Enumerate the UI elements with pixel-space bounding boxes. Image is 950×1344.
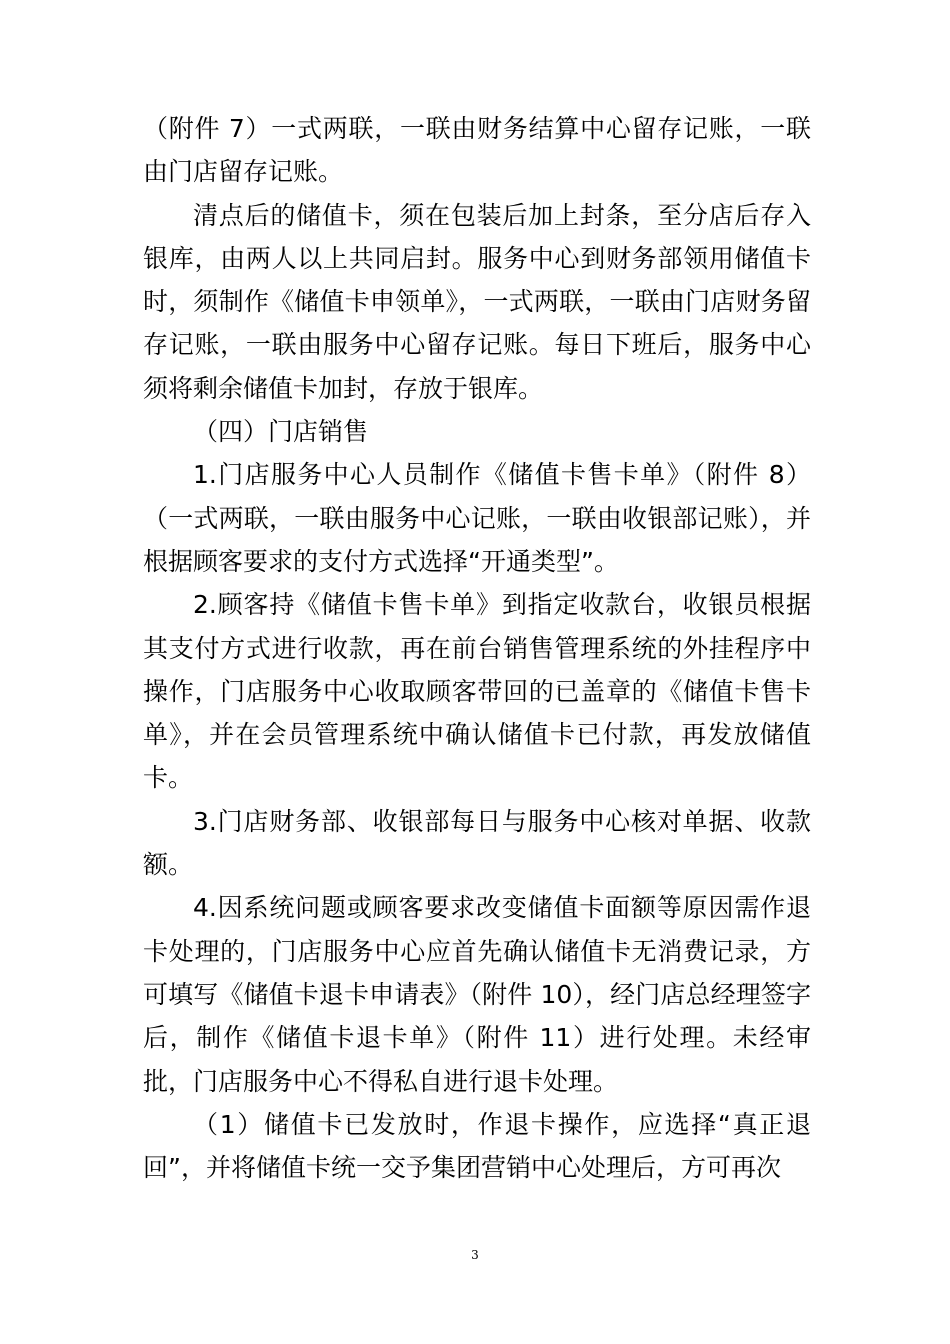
page-number: 3: [471, 1248, 479, 1262]
paragraph: （附件 7）一式两联，一联由财务结算中心留存记账，一联由门店留存记账。: [143, 114, 811, 187]
section-heading: （四）门店销售: [193, 417, 369, 447]
paragraph: 1.门店服务中心人员制作《储值卡售卡单》（附件 8）（一式两联，一联由服务中心记账，一联由收银部记账），并根据顾客要求的支付方式选择“开通类型”。: [143, 460, 811, 576]
paragraph: （1）储值卡已发放时，作退卡操作，应选择“真正退回”，并将储值卡统一交予集团营销中心处理后，方可再次: [143, 1109, 811, 1183]
paragraph: 清点后的储值卡，须在包装后加上封条，至分店后存入银库，由两人以上共同启封。服务中心到财务部领用储值卡时，须制作《储值卡申领单》，一式两联，一联由门店财务留存记账，一联由服务中心留存记账。每日下班后，服务中心须将剩余储值卡加封，存放于银库。: [143, 200, 811, 403]
paragraph: 3.门店财务部、收银部每日与服务中心核对单据、收款额。: [143, 806, 811, 880]
paragraph: 4.因系统问题或顾客要求改变储值卡面额等原因需作退卡处理的，门店服务中心应首先确认储值卡无消费记录，方可填写《储值卡退卡申请表》（附件 10），经门店总经理签字后，制作《储值卡退卡单》（附件 11）进行处理。未经审批，门店服务中心不得私自进行退卡处理。: [143, 893, 811, 1096]
paragraph: 2.顾客持《储值卡售卡单》到指定收款台，收银员根据其支付方式进行收款，再在前台销售管理系统的外挂程序中操作，门店服务中心收取顾客带回的已盖章的《储值卡售卡单》，并在会员管理系统中确认储值卡已付款，再发放储值卡。: [143, 590, 811, 793]
document-body: [143, 107, 811, 1189]
